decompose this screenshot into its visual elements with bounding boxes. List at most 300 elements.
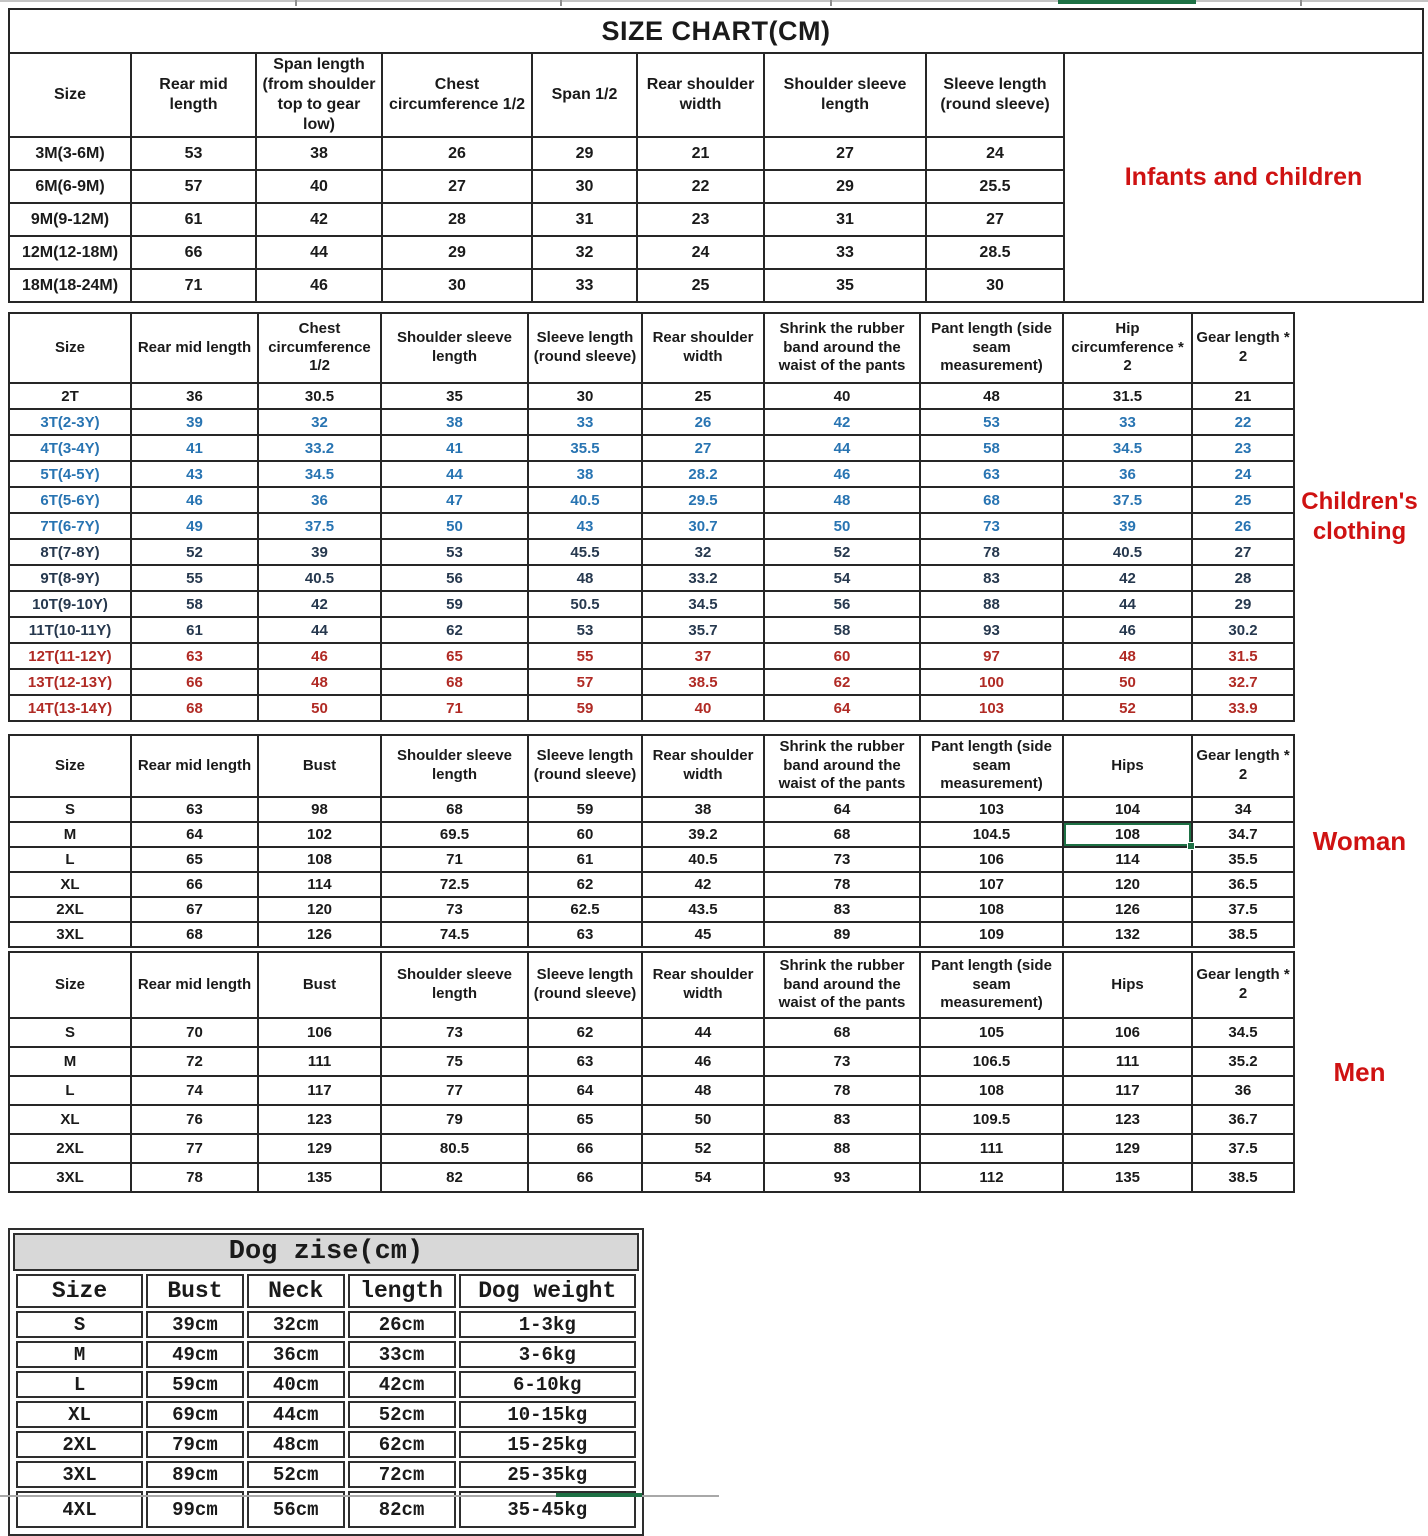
cell-value: 36cm [247, 1341, 345, 1368]
row-size-label: 3T(2-3Y) [9, 409, 131, 435]
cell-value: 82 [381, 1163, 528, 1192]
cell-value: 30.5 [258, 383, 381, 409]
cell-value: 72cm [348, 1461, 456, 1488]
cell-value: 30.2 [1192, 617, 1294, 643]
cell-value: 129 [1063, 1134, 1192, 1163]
page-title: SIZE CHART(CM) [8, 8, 1424, 52]
cell-value: 68 [381, 669, 528, 695]
cell-value: 25.5 [926, 170, 1064, 203]
row-size-label: 4XL [16, 1491, 143, 1528]
column-header: Pant length (side seam measurement) [920, 313, 1063, 383]
cell-value: 135 [258, 1163, 381, 1192]
cell-value: 58 [131, 591, 258, 617]
header-row [9, 735, 1294, 797]
cell-value: 46 [131, 487, 258, 513]
column-header: Size [9, 735, 131, 797]
cell-value: 25 [1192, 487, 1294, 513]
cell-value: 36.7 [1192, 1105, 1294, 1134]
cell-value: 76 [131, 1105, 258, 1134]
row-size-label: 8T(7-8Y) [9, 539, 131, 565]
cell-value: 50.5 [528, 591, 642, 617]
row-size-label: L [9, 847, 131, 872]
row-size-label: L [9, 1076, 131, 1105]
cell-value: 111 [1063, 1047, 1192, 1076]
cell-value: 3-6kg [459, 1341, 637, 1368]
cell-value: 38.5 [642, 669, 764, 695]
cell-value: 82cm [348, 1491, 456, 1528]
row-size-label: 3M(3-6M) [9, 137, 131, 170]
cell-value: 63 [131, 643, 258, 669]
cell-value: 50 [642, 1105, 764, 1134]
table-row [16, 1401, 636, 1428]
cell-value: 44 [764, 435, 920, 461]
cell-value: 25 [642, 383, 764, 409]
cell-value: 65 [381, 643, 528, 669]
row-size-label: 3XL [9, 922, 131, 947]
column-header: Rear mid length [131, 735, 258, 797]
row-size-label: 11T(10-11Y) [9, 617, 131, 643]
table-row [9, 1018, 1294, 1047]
cell-value: 44cm [247, 1401, 345, 1428]
cell-value: 39 [1063, 513, 1192, 539]
column-header: Rear shoulder width [642, 735, 764, 797]
cell-value: 42cm [348, 1371, 456, 1398]
column-header: Shoulder sleeve length [764, 53, 926, 137]
cell-value: 52cm [247, 1461, 345, 1488]
cell-value: 57 [131, 170, 256, 203]
selected-row-indicator [556, 1493, 642, 1497]
table-row [9, 922, 1294, 947]
cell-value: 59 [528, 695, 642, 721]
cell-value: 52 [642, 1134, 764, 1163]
cell-value: 61 [131, 203, 256, 236]
cell-value: 104 [1063, 797, 1192, 822]
cell-value: 28 [1192, 565, 1294, 591]
cell-value: 44 [1063, 591, 1192, 617]
cell-value: 105 [920, 1018, 1063, 1047]
row-size-label: 10T(9-10Y) [9, 591, 131, 617]
cell-value: 23 [637, 203, 764, 236]
cell-value: 37.5 [1192, 1134, 1294, 1163]
cell-value: 83 [920, 565, 1063, 591]
cell-value: 135 [1063, 1163, 1192, 1192]
cell-value: 65 [528, 1105, 642, 1134]
table-row [9, 897, 1294, 922]
woman-size-table [8, 734, 1295, 948]
column-header: Size [9, 313, 131, 383]
column-header: Bust [146, 1274, 244, 1308]
cell-value: 57 [528, 669, 642, 695]
column-header: Rear shoulder width [642, 313, 764, 383]
cell-value: 54 [642, 1163, 764, 1192]
table-row [9, 409, 1294, 435]
column-header: Span 1/2 [532, 53, 637, 137]
cell-value: 33.9 [1192, 695, 1294, 721]
cell-value: 10-15kg [459, 1401, 637, 1428]
row-size-label: 12M(12-18M) [9, 236, 131, 269]
column-tick [830, 0, 832, 6]
cell-value: 30 [528, 383, 642, 409]
cell-value: 44 [381, 461, 528, 487]
cell-value: 24 [637, 236, 764, 269]
table-row [9, 797, 1294, 822]
cell-value: 66 [131, 872, 258, 897]
cell-value: 102 [258, 822, 381, 847]
cell-value: 46 [642, 1047, 764, 1076]
row-size-label: 9T(8-9Y) [9, 565, 131, 591]
cell-value: 31 [532, 203, 637, 236]
cell-value: 52 [1063, 695, 1192, 721]
cell-value: 48 [642, 1076, 764, 1105]
cell-value: 30 [926, 269, 1064, 302]
column-header: Gear length * 2 [1192, 313, 1294, 383]
row-size-label: 12T(11-12Y) [9, 643, 131, 669]
cell-value: 132 [1063, 922, 1192, 947]
cell-value: 93 [920, 617, 1063, 643]
cell-value: 29 [1192, 591, 1294, 617]
table-row [9, 487, 1294, 513]
cell-value: 24 [926, 137, 1064, 170]
cell-value: 106.5 [920, 1047, 1063, 1076]
cell-value: 24 [1192, 461, 1294, 487]
column-header: Bust [258, 952, 381, 1018]
cell-value: 120 [258, 897, 381, 922]
selected-cell: 108 [1063, 822, 1192, 847]
cell-value: 71 [131, 269, 256, 302]
header-row [9, 53, 1064, 137]
cell-value: 68 [764, 1018, 920, 1047]
cell-value: 26 [642, 409, 764, 435]
cell-value: 34.5 [1063, 435, 1192, 461]
cell-value: 26 [382, 137, 532, 170]
row-size-label: XL [16, 1401, 143, 1428]
cell-value: 65 [131, 847, 258, 872]
cell-value: 54 [764, 565, 920, 591]
cell-value: 30 [382, 269, 532, 302]
column-header: Rear mid length [131, 313, 258, 383]
row-size-label: M [9, 1047, 131, 1076]
cell-value: 31 [764, 203, 926, 236]
cell-value: 126 [258, 922, 381, 947]
cell-value: 70 [131, 1018, 258, 1047]
cell-value: 38 [528, 461, 642, 487]
column-header: Size [16, 1274, 143, 1308]
row-size-label: 3XL [9, 1163, 131, 1192]
cell-value: 108 [258, 847, 381, 872]
cell-value: 108 [920, 1076, 1063, 1105]
table-row [16, 1431, 636, 1458]
cell-value: 78 [920, 539, 1063, 565]
cell-value: 77 [131, 1134, 258, 1163]
cell-value: 62cm [348, 1431, 456, 1458]
column-header: Dog weight [459, 1274, 637, 1308]
column-header: Sleeve length (round sleeve) [528, 313, 642, 383]
cell-value: 108 [920, 897, 1063, 922]
spreadsheet-top-gridline [0, 0, 1428, 2]
cell-value: 83 [764, 1105, 920, 1134]
cell-value: 33 [1063, 409, 1192, 435]
table-row [16, 1371, 636, 1398]
cell-value: 1-3kg [459, 1311, 637, 1338]
row-size-label: S [16, 1311, 143, 1338]
cell-value: 38 [642, 797, 764, 822]
cell-value: 36 [131, 383, 258, 409]
cell-value: 123 [1063, 1105, 1192, 1134]
cell-value: 32 [258, 409, 381, 435]
cell-value: 68 [381, 797, 528, 822]
column-header: Chest circumference 1/2 [382, 53, 532, 137]
row-size-label: 13T(12-13Y) [9, 669, 131, 695]
table-row [9, 269, 1064, 302]
cell-value: 88 [920, 591, 1063, 617]
cell-value: 29 [764, 170, 926, 203]
column-header: Shoulder sleeve length [381, 952, 528, 1018]
cell-value: 22 [1192, 409, 1294, 435]
row-size-label: XL [9, 1105, 131, 1134]
column-tick [1300, 0, 1302, 6]
cell-value: 34.7 [1192, 822, 1294, 847]
column-header: Sleeve length (round sleeve) [528, 735, 642, 797]
cell-value: 27 [1192, 539, 1294, 565]
cell-value: 68 [131, 922, 258, 947]
cell-value: 64 [764, 797, 920, 822]
cell-value: 55 [528, 643, 642, 669]
table-row [9, 822, 1294, 847]
cell-value: 104.5 [920, 822, 1063, 847]
cell-value: 48cm [247, 1431, 345, 1458]
cell-value: 35.7 [642, 617, 764, 643]
cell-value: 39 [131, 409, 258, 435]
column-header: Size [9, 53, 131, 137]
cell-value: 31.5 [1063, 383, 1192, 409]
cell-value: 55 [131, 565, 258, 591]
cell-value: 71 [381, 695, 528, 721]
cell-value: 62.5 [528, 897, 642, 922]
cell-value: 30.7 [642, 513, 764, 539]
column-header: Rear shoulder width [642, 952, 764, 1018]
cell-value: 36 [258, 487, 381, 513]
column-tick [560, 0, 562, 6]
cell-value: 6-10kg [459, 1371, 637, 1398]
woman-section [8, 734, 1424, 948]
row-size-label: 9M(9-12M) [9, 203, 131, 236]
cell-value: 33cm [348, 1341, 456, 1368]
infants-label: Infants and children [1065, 52, 1424, 303]
cell-value: 45 [642, 922, 764, 947]
cell-value: 71 [381, 847, 528, 872]
cell-value: 48 [1063, 643, 1192, 669]
cell-value: 64 [764, 695, 920, 721]
table-row [16, 1341, 636, 1368]
cell-value: 22 [637, 170, 764, 203]
cell-value: 28.2 [642, 461, 764, 487]
table-row [9, 591, 1294, 617]
cell-value: 117 [1063, 1076, 1192, 1105]
column-header: length [348, 1274, 456, 1308]
cell-value: 78 [764, 872, 920, 897]
cell-value: 29 [532, 137, 637, 170]
cell-value: 36 [1192, 1076, 1294, 1105]
cell-value: 61 [528, 847, 642, 872]
cell-value: 62 [381, 617, 528, 643]
cell-value: 73 [764, 1047, 920, 1076]
cell-value: 56 [764, 591, 920, 617]
row-size-label: S [9, 1018, 131, 1047]
cell-value: 126 [1063, 897, 1192, 922]
cell-value: 79 [381, 1105, 528, 1134]
cell-value: 114 [258, 872, 381, 897]
cell-value: 34.5 [258, 461, 381, 487]
cell-value: 25 [637, 269, 764, 302]
cell-value: 83 [764, 897, 920, 922]
row-size-label: 2T [9, 383, 131, 409]
table-row [9, 669, 1294, 695]
cell-value: 78 [131, 1163, 258, 1192]
row-size-label: 14T(13-14Y) [9, 695, 131, 721]
cell-value: 68 [764, 822, 920, 847]
cell-value: 62 [528, 1018, 642, 1047]
cell-value: 58 [920, 435, 1063, 461]
column-header: Chest circumference 1/2 [258, 313, 381, 383]
column-header: Sleeve length (round sleeve) [926, 53, 1064, 137]
cell-value: 56cm [247, 1491, 345, 1528]
cell-value: 73 [764, 847, 920, 872]
men-section [8, 951, 1424, 1193]
table-row [16, 1461, 636, 1488]
column-header: Sleeve length (round sleeve) [528, 952, 642, 1018]
table-row [9, 565, 1294, 591]
column-header: Rear shoulder width [637, 53, 764, 137]
table-row [9, 1163, 1294, 1192]
cell-value: 68 [131, 695, 258, 721]
cell-value: 46 [764, 461, 920, 487]
cell-value: 38.5 [1192, 1163, 1294, 1192]
column-header: Pant length (side seam measurement) [920, 735, 1063, 797]
cell-value: 97 [920, 643, 1063, 669]
column-header: Span length (from shoulder top to gear low) [256, 53, 382, 137]
cell-value: 26 [1192, 513, 1294, 539]
cell-value: 29 [382, 236, 532, 269]
cell-value: 66 [528, 1163, 642, 1192]
column-header: Rear mid length [131, 952, 258, 1018]
cell-value: 98 [258, 797, 381, 822]
cell-value: 64 [131, 822, 258, 847]
cell-value: 35.5 [528, 435, 642, 461]
cell-value: 48 [764, 487, 920, 513]
dog-table-title: Dog zise(cm) [13, 1233, 639, 1271]
cell-value: 69cm [146, 1401, 244, 1428]
row-size-label: 2XL [9, 897, 131, 922]
cell-value: 69.5 [381, 822, 528, 847]
cell-value: 75 [381, 1047, 528, 1076]
cell-value: 41 [131, 435, 258, 461]
cell-value: 80.5 [381, 1134, 528, 1163]
cell-value: 32 [642, 539, 764, 565]
cell-value: 63 [131, 797, 258, 822]
cell-value: 34.5 [642, 591, 764, 617]
row-size-label: XL [9, 872, 131, 897]
table-row [9, 435, 1294, 461]
cell-value: 63 [920, 461, 1063, 487]
cell-value: 53 [131, 137, 256, 170]
cell-value: 50 [381, 513, 528, 539]
children-size-table [8, 312, 1295, 722]
cell-value: 62 [528, 872, 642, 897]
column-header: Size [9, 952, 131, 1018]
cell-value: 37.5 [1063, 487, 1192, 513]
cell-value: 123 [258, 1105, 381, 1134]
column-header: Shrink the rubber band around the waist of the pants [764, 735, 920, 797]
cell-value: 93 [764, 1163, 920, 1192]
cell-value: 67 [131, 897, 258, 922]
cell-value: 49 [131, 513, 258, 539]
cell-value: 21 [1192, 383, 1294, 409]
cell-value: 68 [920, 487, 1063, 513]
cell-value: 30 [532, 170, 637, 203]
table-row [9, 1047, 1294, 1076]
row-size-label: 7T(6-7Y) [9, 513, 131, 539]
cell-value: 40.5 [1063, 539, 1192, 565]
cell-value: 45.5 [528, 539, 642, 565]
cell-value: 47 [381, 487, 528, 513]
cell-value: 42 [1063, 565, 1192, 591]
cell-value: 38.5 [1192, 922, 1294, 947]
cell-value: 46 [256, 269, 382, 302]
cell-value: 46 [258, 643, 381, 669]
header-row [9, 313, 1294, 383]
cell-value: 39 [258, 539, 381, 565]
cell-value: 34 [1192, 797, 1294, 822]
cell-value: 74.5 [381, 922, 528, 947]
cell-value: 72 [131, 1047, 258, 1076]
cell-value: 33 [764, 236, 926, 269]
cell-value: 66 [528, 1134, 642, 1163]
cell-value: 40 [764, 383, 920, 409]
cell-value: 44 [256, 236, 382, 269]
cell-value: 40.5 [528, 487, 642, 513]
table-row [9, 170, 1064, 203]
cell-value: 37.5 [1192, 897, 1294, 922]
cell-value: 37.5 [258, 513, 381, 539]
column-header: Hips [1063, 735, 1192, 797]
header-row [16, 1274, 636, 1308]
cell-value: 25-35kg [459, 1461, 637, 1488]
cell-value: 27 [926, 203, 1064, 236]
cell-value: 33 [532, 269, 637, 302]
cell-value: 59cm [146, 1371, 244, 1398]
men-size-table [8, 951, 1295, 1193]
cell-value: 62 [764, 669, 920, 695]
row-size-label: 3XL [16, 1461, 143, 1488]
cell-value: 34.5 [1192, 1018, 1294, 1047]
row-size-label: L [16, 1371, 143, 1398]
row-size-label: S [9, 797, 131, 822]
column-header: Shoulder sleeve length [381, 735, 528, 797]
cell-value: 77 [381, 1076, 528, 1105]
cell-value: 29.5 [642, 487, 764, 513]
cell-value: 49cm [146, 1341, 244, 1368]
cell-value: 32.7 [1192, 669, 1294, 695]
column-header: Hips [1063, 952, 1192, 1018]
header-row [9, 952, 1294, 1018]
cell-value: 103 [920, 695, 1063, 721]
cell-value: 106 [1063, 1018, 1192, 1047]
cell-value: 74 [131, 1076, 258, 1105]
cell-value: 79cm [146, 1431, 244, 1458]
cell-value: 21 [637, 137, 764, 170]
cell-value: 35 [764, 269, 926, 302]
table-row [9, 1076, 1294, 1105]
